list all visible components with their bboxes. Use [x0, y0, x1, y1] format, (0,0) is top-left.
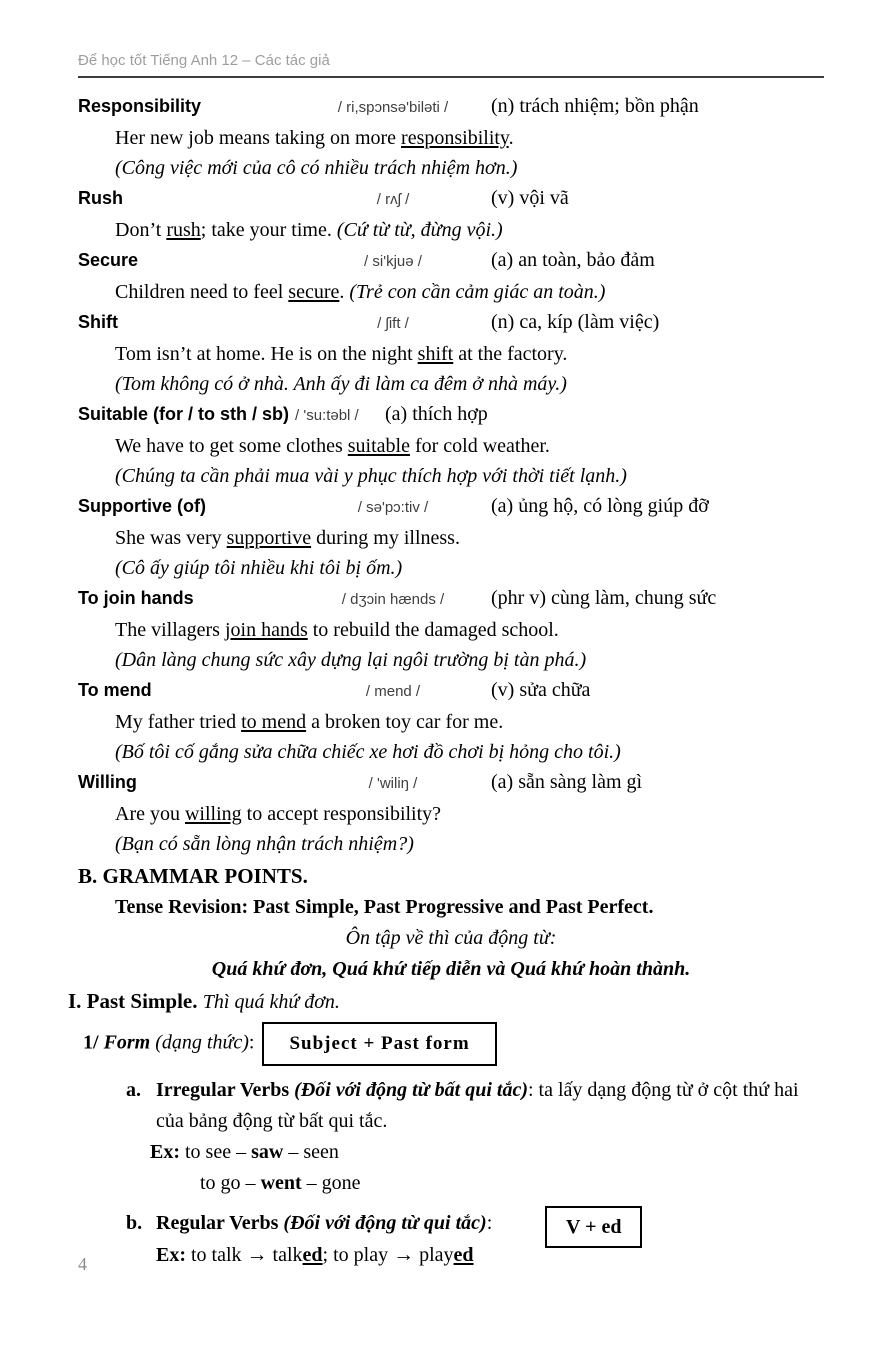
- vocab-meaning: (a) an toàn, bảo đảm: [491, 249, 655, 271]
- example-line: to go – went – gone: [200, 1172, 361, 1194]
- vocab-phonetic: / si'kjuə /: [364, 253, 422, 270]
- vocab-entry-head: [78, 491, 824, 523]
- form-line: [78, 1022, 824, 1066]
- vocab-example: Don’t rush; take your time. (Cứ từ từ, đừng vội.): [115, 219, 503, 241]
- form-number: 1/: [83, 1031, 99, 1054]
- vocab-phonetic: / mend /: [365, 683, 421, 700]
- example-line: Ex: to see – saw – seen: [150, 1141, 339, 1163]
- vocab-term: Suitable (for / to sth / sb): [78, 404, 289, 424]
- page-footer: [78, 1254, 87, 1275]
- vocab-phonetic: / ri,spɔnsə'biləti /: [337, 99, 449, 116]
- form-label: Form: [103, 1031, 151, 1054]
- vocab-example: Are you willing to accept responsibility?: [115, 803, 442, 825]
- grammar-note-line2: Quá khứ đơn, Quá khứ tiếp diễn và Quá khứ hoàn thành.: [211, 958, 691, 980]
- vocab-phonetic: / 'su:təbl /: [295, 407, 359, 424]
- v-ed-box: V + ed: [545, 1206, 642, 1248]
- vocab-term: Responsibility: [78, 96, 202, 116]
- vocab-term: Shift: [78, 312, 118, 332]
- past-form-box: Subject + Past form: [262, 1022, 496, 1066]
- item-text: Irregular Verbs (Đối với động từ bất qui tắc): ta lấy dạng động từ ở cột thứ hai của bảng động từ bất qui tắc.: [156, 1079, 799, 1132]
- vocab-translation: (Cô ấy giúp tôi nhiều khi tôi bị ốm.): [115, 557, 403, 579]
- vocab-meaning: (n) trách nhiệm; bồn phận: [491, 95, 699, 117]
- vocab-meaning: (a) ủng hộ, có lòng giúp đỡ: [491, 495, 709, 517]
- form-label-vi: (dạng thức): [155, 1031, 249, 1054]
- ex-label: Ex:: [150, 1141, 180, 1163]
- vocab-entry-head: [78, 399, 824, 431]
- vocab-translation: (Dân làng chung sức xây dựng lại ngôi trường bị tàn phá.): [115, 649, 587, 671]
- vocab-inline-translation: (Cứ từ từ, đừng vội.): [336, 219, 503, 241]
- vocab-entry: [78, 91, 824, 183]
- vocab-meaning: (a) sẵn sàng làm gì: [491, 771, 643, 793]
- vocab-term: To join hands: [78, 588, 194, 608]
- vocab-term: To mend: [78, 680, 152, 700]
- vocab-entry: [78, 307, 824, 399]
- header-title: Để học tốt Tiếng Anh 12 – Các tác giả: [78, 52, 330, 69]
- vocab-translation: (Chúng ta cần phải mua vài y phục thích hợp với thời tiết lạnh.): [115, 465, 627, 487]
- vocab-entry-head: [78, 307, 824, 339]
- grammar-subheading: Tense Revision: Past Simple, Past Progressive and Past Perfect.: [115, 896, 654, 918]
- vocab-meaning: (v) vội vã: [491, 187, 569, 209]
- vocab-phonetic: / dʒɔin hænds /: [341, 591, 445, 608]
- past-simple-heading: [68, 985, 824, 1018]
- vocab-example: Children need to feel secure. (Trẻ con cần cảm giác an toàn.): [115, 281, 606, 303]
- vocab-inline-translation: (Trẻ con cần cảm giác an toàn.): [349, 281, 606, 303]
- item-marker: b.: [126, 1212, 143, 1234]
- arrow-icon: →: [393, 1242, 415, 1266]
- vocab-meaning: (a) thích hợp: [385, 403, 488, 425]
- vocab-entry: [78, 491, 824, 583]
- vocab-example: Her new job means taking on more responsibility.: [115, 127, 514, 149]
- past-simple-subtitle: Thì quá khứ đơn.: [202, 991, 340, 1013]
- vocab-phonetic: / sə'pɔ:tiv /: [357, 499, 429, 516]
- vocab-entry: [78, 583, 824, 675]
- vocab-term: Supportive (of): [78, 496, 206, 516]
- vocab-entry: [78, 399, 824, 491]
- vocab-example: We have to get some clothes suitable for cold weather.: [115, 435, 550, 457]
- vocab-example: Tom isn’t at home. He is on the night shift at the factory.: [115, 343, 568, 365]
- vocab-translation: (Bố tôi cố gắng sửa chữa chiếc xe hơi đồ chơi bị hỏng cho tôi.): [115, 741, 621, 763]
- irregular-verbs-item: [78, 1075, 824, 1137]
- arrow-icon: →: [246, 1242, 268, 1266]
- vocab-meaning: (phr v) cùng làm, chung sức: [491, 587, 717, 609]
- vocab-entry-head: [78, 91, 824, 123]
- vocab-entry-head: [78, 245, 824, 277]
- vocab-term: Secure: [78, 250, 139, 270]
- ex-label: Ex:: [156, 1244, 186, 1266]
- vocab-phonetic: / 'wiliŋ /: [368, 775, 418, 792]
- form-colon: :: [248, 1031, 255, 1054]
- vocab-entry: [78, 767, 824, 859]
- vocab-phonetic: / rʌʃ /: [376, 191, 410, 208]
- vocab-translation: (Công việc mới của cô có nhiều trách nhiệm hơn.): [115, 157, 518, 179]
- vocab-entry: [78, 183, 824, 245]
- vocab-example: The villagers join hands to rebuild the damaged school.: [115, 619, 559, 641]
- vocab-phonetic: / ʃift /: [377, 315, 409, 332]
- example-line: Ex: to talk → talked; to play → played: [156, 1242, 474, 1266]
- vocab-example: She was very supportive during my illness.: [115, 527, 460, 549]
- vocabulary-section: [78, 91, 824, 859]
- vocab-entry-head: [78, 583, 824, 615]
- vocab-term: Willing: [78, 772, 137, 792]
- vocab-translation: (Bạn có sẵn lòng nhận trách nhiệm?): [115, 833, 414, 855]
- vocab-translation: (Tom không có ở nhà. Anh ấy đi làm ca đêm ở nhà máy.): [115, 373, 567, 395]
- item-marker: a.: [126, 1079, 141, 1101]
- page-header: [78, 52, 824, 78]
- vocab-entry: [78, 675, 824, 767]
- vocab-entry-head: [78, 767, 824, 799]
- vocab-entry-head: [78, 183, 824, 215]
- page-number: 4: [78, 1254, 87, 1274]
- vocab-entry: [78, 245, 824, 307]
- vocab-entry-head: [78, 675, 824, 707]
- vocab-meaning: (n) ca, kíp (làm việc): [491, 311, 660, 333]
- regular-verbs-item: [78, 1208, 824, 1271]
- past-simple-title: I. Past Simple.: [68, 989, 198, 1013]
- item-text: Regular Verbs (Đối với động từ qui tắc):: [156, 1212, 493, 1234]
- vocab-example: My father tried to mend a broken toy car for me.: [115, 711, 504, 733]
- grammar-note-line1: Ôn tập về thì của động từ:: [345, 927, 557, 949]
- grammar-heading: B. GRAMMAR POINTS.: [78, 864, 308, 888]
- grammar-section: [68, 861, 824, 1271]
- vocab-meaning: (v) sửa chữa: [491, 679, 591, 701]
- vocab-term: Rush: [78, 188, 123, 208]
